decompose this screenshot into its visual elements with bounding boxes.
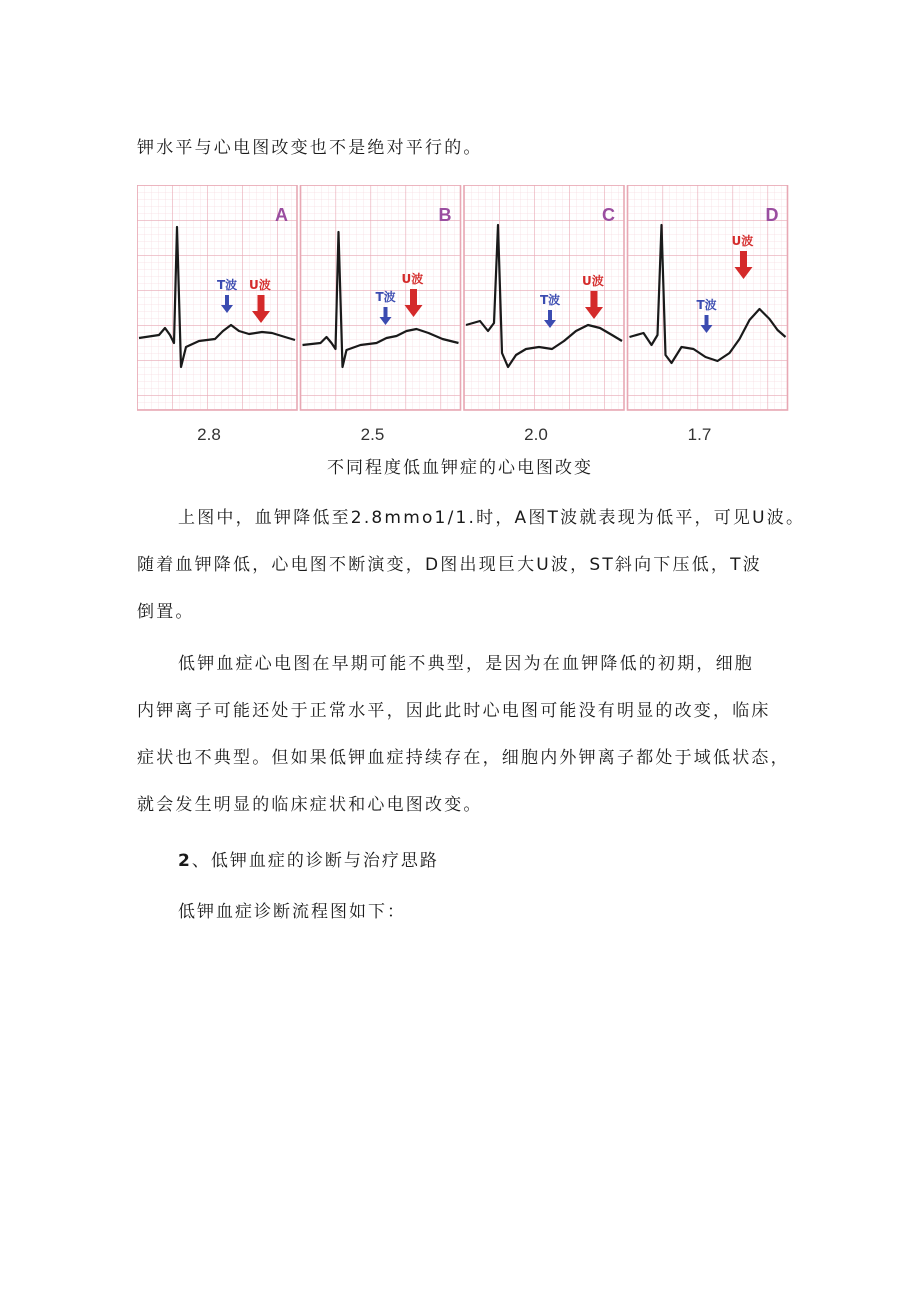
panel-letter: B	[438, 205, 452, 225]
paragraph-1-line-1: 上图中，血钾降低至2.8mmo1/1.时，A图T波就表现为低平，可见U波。	[178, 508, 806, 528]
ecg-panel-d	[628, 185, 788, 444]
paragraph-1-line-3: 倒置。	[137, 602, 195, 622]
t-wave-label: T波	[696, 298, 717, 312]
panel-letter: C	[602, 205, 615, 225]
section-heading	[178, 846, 439, 871]
paragraph-1	[137, 495, 806, 636]
potassium-value: 2.5	[360, 425, 385, 444]
section-number: 2	[178, 851, 192, 871]
t-wave-label: T波	[375, 290, 396, 304]
paragraph-2-line-3: 症状也不典型。但如果低钾血症持续存在，细胞内外钾离子都处于域低状态，	[137, 748, 790, 768]
t-wave-label: T波	[217, 278, 238, 292]
panel-letter: D	[765, 205, 779, 225]
section-title: 、低钾血症的诊断与治疗思路	[191, 851, 439, 871]
panel-letter: A	[275, 205, 288, 225]
ecg-panel-c	[464, 185, 624, 444]
u-wave-label: U波	[401, 272, 424, 286]
u-wave-label: U波	[249, 278, 271, 292]
flowchart-intro: 低钾血症诊断流程图如下：	[178, 902, 406, 922]
top-line-text: 钾水平与心电图改变也不是绝对平行的。	[137, 138, 483, 158]
ecg-figure	[137, 185, 790, 450]
potassium-value: 1.7	[687, 425, 712, 444]
ecg-grid	[137, 185, 297, 410]
u-wave-label: U波	[582, 274, 604, 288]
potassium-value: 2.0	[524, 425, 548, 444]
u-wave-label: U波	[731, 234, 754, 248]
t-wave-label: T波	[540, 293, 561, 307]
ecg-panel-b	[301, 185, 461, 444]
paragraph-2-line-4: 就会发生明显的临床症状和心电图改变。	[137, 795, 483, 815]
paragraph-1-line-2: 随着血钾降低，心电图不断演变，D图出现巨大U波，ST斜向下压低，T波	[137, 555, 762, 575]
potassium-value: 2.8	[197, 425, 221, 444]
ecg-panel-a	[137, 185, 297, 444]
paragraph-2-line-2: 内钾离子可能还处于正常水平，因此此时心电图可能没有明显的改变，临床	[137, 701, 771, 721]
paragraph-2	[137, 641, 797, 829]
figure-caption: 不同程度低血钾症的心电图改变	[327, 458, 593, 478]
paragraph-2-line-1: 低钾血症心电图在早期可能不典型，是因为在血钾降低的初期，细胞	[178, 654, 754, 674]
